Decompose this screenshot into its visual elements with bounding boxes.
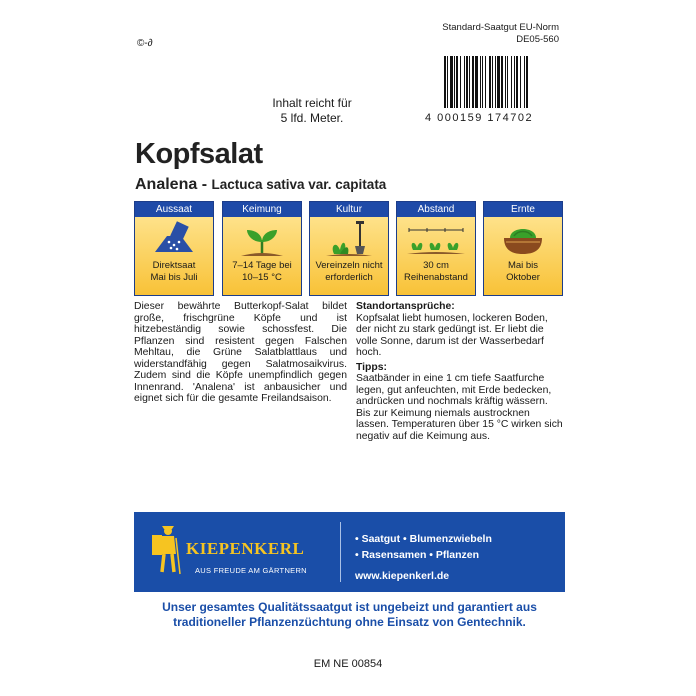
product-title: Kopfsalat — [135, 138, 263, 170]
info-line2: Reihenabstand — [404, 272, 468, 283]
site-heading: Standortansprüche: — [356, 301, 455, 312]
banner-divider — [340, 522, 341, 582]
barcode-number: 4 000159 174702 — [425, 112, 534, 124]
info-box-text — [135, 260, 213, 284]
info-box-label: Aussaat — [135, 202, 213, 217]
website-link[interactable]: www.kiepenkerl.de — [355, 570, 450, 582]
quality-note: Unser gesamtes Qualitätssaatgut ist ungebeizt und garantiert aus traditioneller Pflanzenzüchtung ohne Einsatz von Gentechnik. — [162, 600, 537, 629]
info-box-ernte — [483, 201, 563, 296]
info-box-label: Kultur — [310, 202, 388, 217]
tips-text: Saatbänder in eine 1 cm tiefe Saatfurche legen, gut anfeuchten, mit Erde bedecken, andrücken und nochmals kräftig wässern. Bis zur Keimung niemals austrocknen lassen. Temperaturen über 15 °C wirken sich negativ auf die Keimung aus. — [356, 373, 563, 442]
info-box-label: Abstand — [397, 202, 475, 217]
latin-name: Lactuca sativa var. capitata — [211, 177, 387, 192]
info-line2: erforderlich — [325, 272, 373, 283]
info-line2: Mai bis Juli — [150, 272, 198, 283]
product-lines-2: • Rasensamen • Pflanzen — [355, 549, 480, 561]
seed-packet-icon — [141, 220, 207, 258]
info-box-label: Keimung — [223, 202, 301, 217]
content-note-line1: Inhalt reicht für — [272, 96, 352, 110]
brand-name: KIEPENKERL — [186, 539, 305, 558]
info-box-text — [310, 260, 388, 284]
em-number: EM NE 00854 — [313, 658, 383, 670]
brand-tagline: AUS FREUDE AM GÄRTNERN — [195, 566, 307, 575]
info-line2: 10–15 °C — [242, 272, 282, 283]
sprout-icon — [229, 220, 295, 258]
product-lines-1: • Saatgut • Blumenzwiebeln — [355, 533, 492, 545]
description-text: Dieser bewährte Butterkopf-Salat bildet große, frischgrüne Köpfe und ist hitzebeständig sowie schossfest. Die Pflanzen sind resistent gegen Falschen Mehltau, die Grüne Salatblattlaus und widerstandfähig gegen Salatmosaikvirus. Zudem sind die Köpfe unempfindlich gegen Innenrand. 'Analena' ist anbausicher und eignet sich für die gesamte Freilandsaison. — [134, 301, 347, 404]
info-box-text — [397, 260, 475, 284]
info-box-aussaat — [134, 201, 214, 296]
product-subtitle — [135, 176, 386, 194]
info-box-label: Ernte — [484, 202, 562, 217]
plant-rows-icon — [403, 220, 469, 258]
norm-code: DE05-560 — [516, 34, 559, 45]
info-box-keimung — [222, 201, 302, 296]
kiepenkerl-figure-icon — [150, 524, 182, 576]
info-line2: Oktober — [506, 272, 540, 283]
norm-label: Standard-Saatgut EU-Norm — [442, 22, 559, 33]
info-box-text — [223, 260, 301, 284]
symbols: ©-∂ — [137, 38, 153, 49]
site-text: Kopfsalat liebt humosen, lockeren Boden, der nicht zu stark gedüngt ist. Er liebt die volle Sonne, darum ist der Wasserbedarf hoch. — [356, 312, 548, 358]
info-line1: Mai bis — [507, 260, 539, 271]
info-line1: Direktsaat — [152, 260, 196, 271]
shovel-plant-icon — [316, 220, 382, 258]
variety-name: Analena - — [135, 176, 208, 193]
barcode-icon — [442, 56, 560, 118]
info-box-text — [484, 260, 562, 284]
info-box-abstand — [396, 201, 476, 296]
cultivation-info — [356, 301, 564, 442]
content-note-line2: 5 lfd. Meter. — [280, 111, 344, 125]
harvest-bowl-icon — [490, 220, 556, 258]
info-line1: Vereinzeln nicht — [315, 260, 383, 271]
info-line1: 7–14 Tage bei — [232, 260, 292, 271]
info-line1: 30 cm — [423, 260, 449, 271]
tips-heading: Tipps: — [356, 361, 387, 373]
info-box-kultur — [309, 201, 389, 296]
